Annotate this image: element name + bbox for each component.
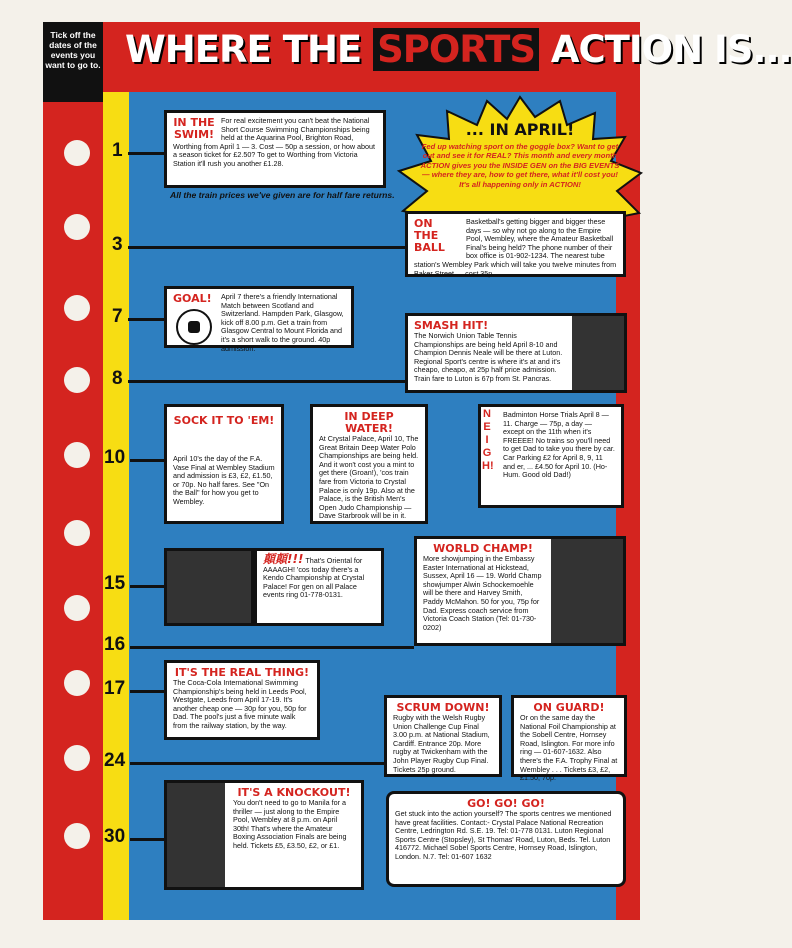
event-title: ON GUARD! <box>533 701 605 714</box>
burst-content <box>420 120 620 189</box>
champ-content <box>423 543 543 632</box>
binder-hole-icon <box>64 595 90 621</box>
event-text: More showjumping in the Embassy Easter International at Hickstead, Sussex, April 16 — 19. World Champ showjumper Alwin Schockemoehle will be there and Harvey Smith, Paddy McMahon. 50 for you, 75p for Dad. Express coach service from Victoria Coach Station (Tel: 01-730-0202) <box>423 554 542 632</box>
event-scrum-down <box>384 695 502 777</box>
connector-line <box>130 838 164 841</box>
event-title: IN THE SWIM! <box>173 116 215 141</box>
event-text: Basketball's getting bigger and bigger these days — so why not go along to the Empire Pool, Wembley, where the Amateur Basketball Final's being held? The phone number of their box office is 01-902-1234. The nearest tube station's Wembley Park which will take you twelve minutes from Baker Street — cost 35p. <box>414 217 617 278</box>
date-24: 24 <box>104 750 126 771</box>
event-title: IN DEEP WATER! <box>344 410 394 435</box>
event-smash-hit <box>405 313 627 393</box>
event-in-deep-water <box>310 404 428 524</box>
title-sports: SPORTS <box>373 28 539 71</box>
event-on-the-ball <box>405 211 626 277</box>
title-post: ACTION IS... <box>539 28 792 71</box>
binder-hole-icon <box>64 745 90 771</box>
binder-hole-icon <box>64 442 90 468</box>
event-title: IT'S THE REAL THING! <box>174 666 310 679</box>
page-title <box>125 28 792 71</box>
kendo-photo <box>164 548 254 626</box>
event-neigh <box>478 404 624 508</box>
event-knockout <box>164 780 364 890</box>
event-title: ON THE BALL <box>414 217 445 254</box>
binder-hole-icon <box>64 140 90 166</box>
event-sock-it <box>164 404 284 524</box>
event-title: IT'S A KNOCKOUT! <box>237 786 351 799</box>
table-tennis-photo <box>572 316 624 390</box>
event-kendo <box>254 548 384 626</box>
connector-line <box>130 762 384 765</box>
event-title: WORLD CHAMP! <box>433 542 533 555</box>
date-30: 30 <box>104 826 126 847</box>
event-go-go-go <box>386 791 626 887</box>
event-text: For real excitement you can't beat the National Short Course Swimming Championships being held at the Aquarina Pool, Brighton Road, Worthing from April 1 — 3. Cost — 50p a session, or how about a season ticket for £2.50? To get to Worthing from Victoria Station it'll rush you another £1.28. <box>173 116 376 168</box>
knockout-content <box>233 787 355 851</box>
goal-header <box>173 293 217 345</box>
event-text: Get stuck into the action yourself? The sports centres we mentioned have great facilities. Contact:- Crystal Palace National Recreation Centre, Ledrington Rd. S.E. 19. Tel: 01-778 0131. Luton Regional Sports Centre (Stopsley), St Thomas' Road, Luton, Beds. Tel. Luton 416772. Michael Sobel Sports Centre, Hornsey Road, Islington, London. N.7. Tel: 01-607 1632 <box>395 809 612 861</box>
event-title: SMASH HIT! <box>414 319 489 332</box>
football-icon <box>176 309 212 345</box>
connector-line <box>128 246 405 249</box>
event-text: Badminton Horse Trials April 8 — 11. Charge — 75p, a day — except on the 11th when it's FREEEE! No trains so you'll need to get Dad to take you there by car. Car Parking £2 for April 8, 9, 11 and er, ... £4.50 for April 10. (Ho-Hum. Good old Dad!) <box>503 410 615 480</box>
train-price-note: All the train prices we've given are for half fare returns. <box>170 190 395 200</box>
event-text: You don't need to go to Manila for a thriller — just along to the Empire Pool, Wembley at 8 p.m. on April 30th! That's where the Amateur Boxing Association Finals are being held. Tickets £5, £3.50, £2, or £1. <box>233 798 347 850</box>
event-goal <box>164 286 354 353</box>
event-text: At Crystal Palace, April 10, The Great Britain Deep Water Polo Championships are being held. And it won't cost you a mint to get there (Groan!), 'cos train fare from Victoria to Crystal Palace is only 19p. Also at the Palace, is the British Men's Open Judo Championship — Dave Starbrook will be in it. <box>319 434 419 521</box>
event-in-the-swim <box>164 110 386 188</box>
showjumping-photo <box>551 539 623 643</box>
burst-title: ... IN APRIL! <box>465 120 575 139</box>
binder-hole-icon <box>64 295 90 321</box>
event-text: The Coca-Cola International Swimming Championship's being held in Leeds Pool, Westgate, Leeds from April 17-19. It's another cheap one — 30p for you, 50p for Dad. The pool's just a five minute walk from the railway station, by the way. <box>173 678 307 730</box>
binder-hole-icon <box>64 214 90 240</box>
binder-hole-icon <box>64 367 90 393</box>
event-text: April 10's the day of the F.A. Vase Final at Wembley Stadium and admission is £3, £2, £1.50, or 70p. No half fares. See "On the Ball" for how you get to Wembley. <box>173 454 275 506</box>
event-text: The Norwich Union Table Tennis Championships are being held April 8-10 and Champion Dennis Neale will be there at Luton. Regional Sport's centre is where it's at and it's cheapo, cheapo, at 25p half price admission. Train fare to Luton is 67p from St. Pancras. <box>414 331 563 383</box>
binder-hole-icon <box>64 823 90 849</box>
event-text: That's Oriental for AAAAGH! 'cos today there's a Kendo Championship at Crystal Palace! For gen on all Palace events ring 01-778-0131. <box>263 556 365 600</box>
connector-line <box>130 646 414 649</box>
connector-line <box>130 459 164 462</box>
smash-content <box>414 320 564 384</box>
date-1: 1 <box>112 140 123 161</box>
date-7: 7 <box>112 306 123 327</box>
binder-hole-icon <box>64 670 90 696</box>
binder-hole-icon <box>64 520 90 546</box>
connector-line <box>130 690 164 693</box>
event-text: April 7 there's a friendly International Match between Scotland and Switzerland. Hampden Park, Glasgow, kick off 8.00 p.m. Get a train from Glasgow Central to Mount Florida and it's a short walk to the ground. 40p admission. <box>221 292 344 353</box>
event-real-thing <box>164 660 320 740</box>
connector-line <box>128 152 164 155</box>
title-pre: WHERE THE <box>125 28 374 71</box>
neigh-vertical-title <box>482 408 496 473</box>
event-title: SCRUM DOWN! <box>396 701 490 714</box>
date-10: 10 <box>104 447 126 468</box>
event-on-guard <box>511 695 627 783</box>
event-world-champ <box>414 536 626 646</box>
boxing-photo <box>167 783 225 887</box>
connector-line <box>128 318 164 321</box>
event-text: Rugby with the Welsh Rugby Union Challenge Cup Final 3.00 p.m. at National Stadium, Cardiff. Entrance 20p. More rugby at Twickenham with the John Player Rugby Cup Final. Tickets 25p ground. <box>393 713 490 774</box>
date-15: 15 <box>104 573 126 594</box>
connector-line <box>130 585 164 588</box>
event-title: SOCK IT TO 'EM! <box>173 414 275 427</box>
event-title: 顛顛!!! <box>263 552 304 566</box>
date-8: 8 <box>112 368 123 389</box>
event-text: Or on the same day the National Foil Championship at the Sobell Centre, Hornsey Road, Islington. For more info ring — 01-607-1632. Also there's the F.A. Trophy Final at Wembley . . . Tickets £3, £2, £1.50, 70p. <box>520 713 618 783</box>
date-17: 17 <box>104 678 126 699</box>
date-3: 3 <box>112 234 123 255</box>
connector-line <box>128 380 405 383</box>
date-16: 16 <box>104 634 126 655</box>
event-title: NEIGH! <box>482 408 494 472</box>
event-title: GOAL! <box>173 292 212 305</box>
burst-text: Fed up watching sport on the goggle box? Want to get out and see it for REAL? This month and every month ACTION gives you the INSIDE GEN on the BIG EVENTS — where they are, how to get there, what it'll cost you! It's all happening only in ACTION! <box>420 142 620 189</box>
tick-note: Tick off the dates of the events you want to go to. <box>43 22 103 102</box>
event-title: GO! GO! GO! <box>467 797 545 810</box>
yellow-strip <box>103 92 129 920</box>
